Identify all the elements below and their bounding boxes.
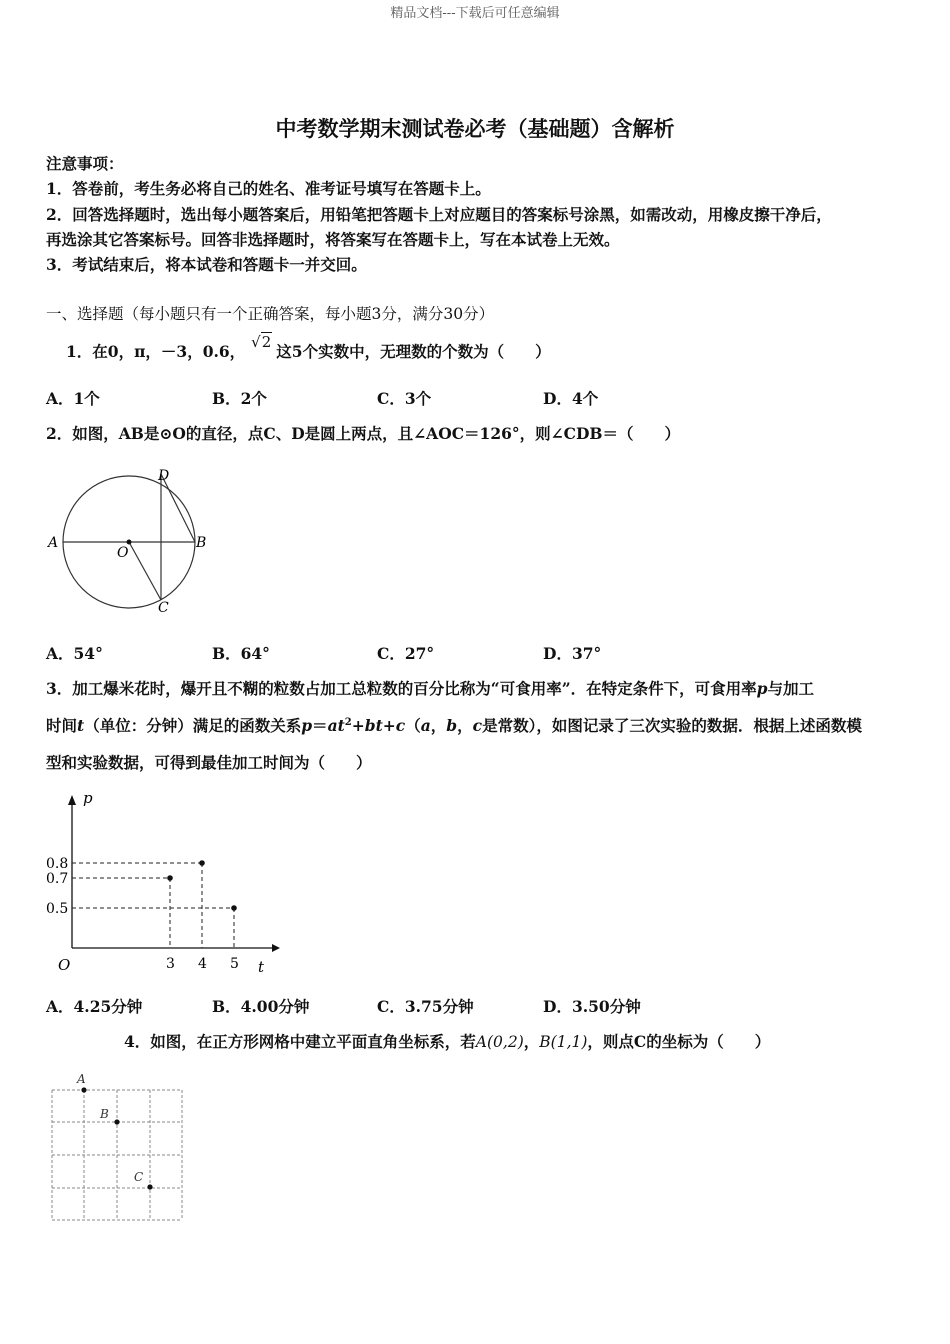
chart-origin-label: O xyxy=(58,956,71,974)
label-b: B xyxy=(196,535,207,551)
note-1: 1．答卷前，考生务必将自己的姓名、准考证号填写在答题卡上。 xyxy=(46,179,491,198)
dashed-grid xyxy=(52,1090,182,1220)
q3-var-b: b xyxy=(446,716,458,735)
q3-paren-open: （ xyxy=(405,716,421,735)
x-tick-label-1: 4 xyxy=(198,956,207,972)
q1-stem xyxy=(66,333,551,362)
point-b xyxy=(114,1119,119,1124)
q3-comma-1: ， xyxy=(430,716,447,735)
q1-option-c: C．3个 xyxy=(377,389,432,408)
q1-option-b: B．2个 xyxy=(212,389,267,408)
section-heading: 一、选择题（每小题只有一个正确答案，每小题3分，满分30分） xyxy=(46,305,495,323)
q3-var-t: t xyxy=(77,716,85,735)
data-point-1 xyxy=(199,860,205,866)
q4-point-a: A(0,2) xyxy=(475,1033,524,1051)
q3-chart xyxy=(40,785,290,980)
q1-sqrt-number: 2 xyxy=(261,333,272,351)
q2-option-d: D．37° xyxy=(543,644,602,663)
y-tick-label-0: 0.8 xyxy=(46,856,69,872)
q4-grid-figure xyxy=(44,1070,194,1230)
point-c xyxy=(147,1184,152,1189)
center-dot xyxy=(127,540,132,545)
y-tick-label-1: 0.7 xyxy=(46,871,69,887)
q4-point-b: B(1,1) xyxy=(539,1033,588,1051)
q4-stem-b: ，则点C的坐标为（ ） xyxy=(587,1032,771,1051)
formula-plus-2: + xyxy=(382,716,396,735)
q2-stem: 2．如图，AB是⊙O的直径，点C、D是圆上两点，且∠AOC＝126°，则∠CDB＝（ ） xyxy=(46,424,681,443)
q1-stem-a: 1．在0，π，－3，0.6， xyxy=(66,342,246,361)
formula-c: c xyxy=(395,716,406,735)
formula-plus-1: + xyxy=(351,716,365,735)
q4-stem xyxy=(124,1030,770,1052)
q2-option-a: A．54° xyxy=(46,644,103,663)
q3-comma-2: ， xyxy=(457,716,473,735)
q3-option-a: A．4.25分钟 xyxy=(46,997,143,1016)
q3-var-p: p xyxy=(756,679,768,698)
q2-circle-figure xyxy=(44,462,219,620)
formula-exponent: 2 xyxy=(344,716,352,728)
point-a xyxy=(81,1087,86,1092)
q2-option-c: C．27° xyxy=(377,644,435,663)
q3-line1 xyxy=(46,677,814,699)
chord-db xyxy=(161,474,195,542)
q1-option-a: A．1个 xyxy=(46,389,100,408)
notes-heading: 注意事项： xyxy=(46,154,124,173)
q3-line2-a: 时间 xyxy=(46,716,78,735)
y-tick-label-2: 0.5 xyxy=(46,901,69,917)
data-point-2 xyxy=(231,905,237,911)
q1-option-d: D．4个 xyxy=(543,389,599,408)
q3-var-c: c xyxy=(472,716,483,735)
grid-label-a: A xyxy=(77,1072,86,1086)
q3-var-a: a xyxy=(420,716,431,735)
label-o: O xyxy=(117,545,129,561)
formula-p: p xyxy=(301,716,313,735)
q3-line2 xyxy=(46,714,862,736)
radius-oc xyxy=(129,542,161,600)
note-2b: 再选涂其它答案标号。回答非选择题时，将答案写在答题卡上，写在本试卷上无效。 xyxy=(46,230,620,249)
q4-sep: ， xyxy=(523,1032,540,1051)
formula-bt: bt xyxy=(364,716,383,735)
page-title: 中考数学期末测试卷必考（基础题）含解析 xyxy=(275,117,675,141)
q1-sqrt xyxy=(251,333,272,351)
q2-option-b: B．64° xyxy=(212,644,270,663)
grid-label-c: C xyxy=(134,1170,144,1184)
q3-option-c: C．3.75分钟 xyxy=(377,997,474,1016)
data-point-0 xyxy=(167,875,173,881)
chart-x-label: t xyxy=(258,958,265,976)
formula-eq: ＝ xyxy=(312,716,328,735)
q3-line2-b: （单位：分钟）满足的函数关系 xyxy=(84,716,302,735)
q3-line1-end: 与加工 xyxy=(767,679,814,698)
x-axis-arrow-icon xyxy=(272,944,280,952)
label-a: A xyxy=(48,535,59,551)
q3-line2-d: 是常数），如图记录了三次实验的数据．根据上述函数模 xyxy=(482,716,862,735)
page-header: 精品文档---下载后可任意编辑 xyxy=(390,6,560,21)
label-d: D xyxy=(158,468,170,484)
note-3: 3．考试结束后，将本试卷和答题卡一并交回。 xyxy=(46,255,367,274)
q4-stem-a: 4．如图，在正方形网格中建立平面直角坐标系，若 xyxy=(124,1032,476,1051)
x-tick-label-0: 3 xyxy=(166,956,175,972)
q1-stem-b: 这5个实数中，无理数的个数为（ ） xyxy=(276,342,551,361)
q3-option-b: B．4.00分钟 xyxy=(212,997,310,1016)
note-2a: 2．回答选择题时，选出每小题答案后，用铅笔把答题卡上对应题目的答案标号涂黑，如需改动，用橡皮擦干净后， xyxy=(46,205,832,224)
radical-icon: √ xyxy=(251,333,261,351)
x-tick-label-2: 5 xyxy=(230,956,239,972)
label-c: C xyxy=(158,600,169,616)
formula-at: at xyxy=(327,716,345,735)
q3-line3: 型和实验数据，可得到最佳加工时间为（ ） xyxy=(46,753,372,772)
chart-y-label: p xyxy=(83,789,93,807)
q3-line1-text: 3．加工爆米花时，爆开且不糊的粒数占加工总粒数的百分比称为“可食用率”．在特定条件下，可食用率 xyxy=(46,679,757,698)
q3-option-d: D．3.50分钟 xyxy=(543,997,641,1016)
y-axis-arrow-icon xyxy=(68,795,76,805)
grid-label-b: B xyxy=(100,1107,109,1121)
